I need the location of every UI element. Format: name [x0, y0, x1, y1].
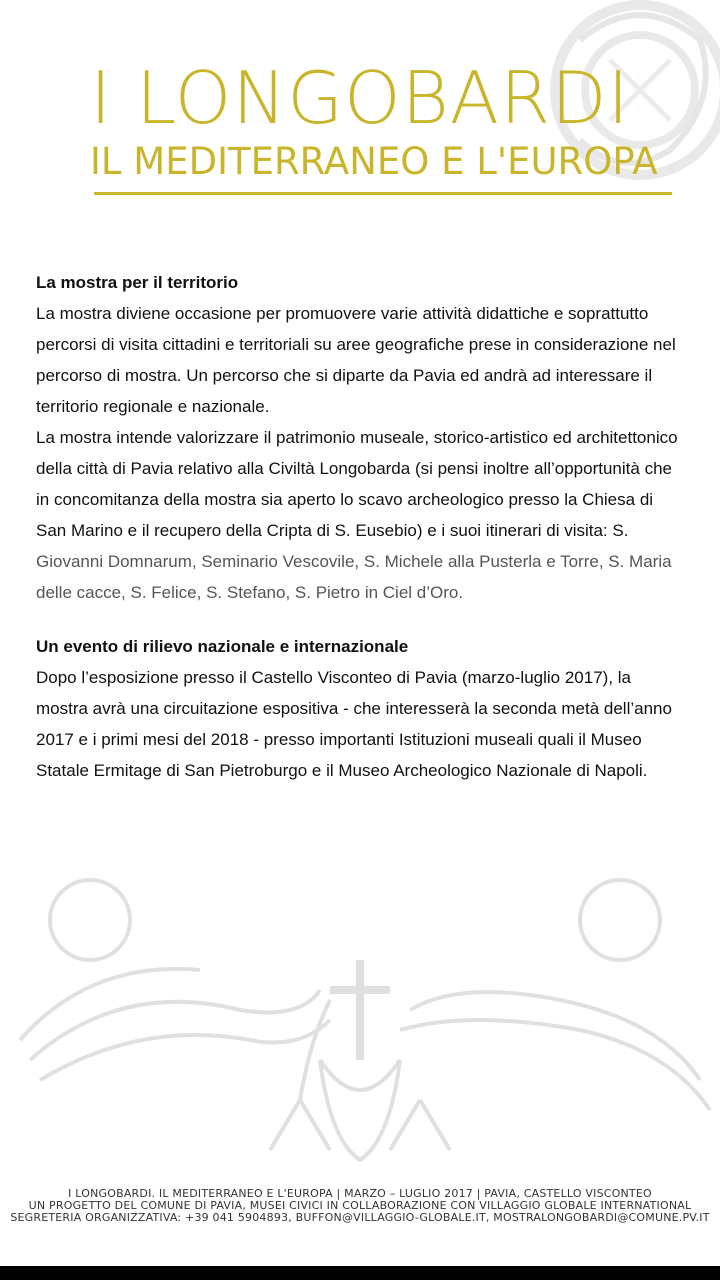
paragraph-line: delle cacce, S. Felice, S. Stefano, S. Pietro in Ciel d’Oro. [36, 583, 464, 602]
footer-line-contacts: SEGRETERIA ORGANIZZATIVA: +39 041 5904893, BUFFON@VILLAGGIO-GLOBALE.IT, MOSTRALONGOBARDI@COMUNE.PV.IT [10, 1211, 710, 1224]
page-footer [0, 1188, 720, 1224]
paragraph-line: La mostra diviene occasione per promuovere varie attività didattiche e soprattutto [36, 304, 649, 323]
section-evento [36, 634, 720, 786]
section-heading-evento: Un evento di rilievo nazionale e internazionale [36, 637, 409, 656]
title-underline [94, 192, 672, 195]
section-heading-territorio: La mostra per il territorio [36, 273, 239, 292]
paragraph-line: 2017 e i primi mesi del 2018 - presso importanti Istituzioni museali quali il Museo [36, 730, 642, 749]
main-content [36, 270, 720, 786]
paragraph-line: Dopo l’esposizione presso il Castello Visconteo di Pavia (marzo-luglio 2017), la [36, 668, 631, 687]
paragraph-line: Giovanni Domnarum, Seminario Vescovile, S. Michele alla Pusterla e Torre, S. Maria [36, 552, 672, 571]
paragraph-line: Statale Ermitage di San Pietroburgo e il Museo Archeologico Nazionale di Napoli. [36, 761, 648, 780]
system-navigation-bar [0, 1266, 720, 1280]
paragraph-line: percorsi di visita cittadini e territoriali su aree geografiche prese in considerazione nel [36, 335, 676, 354]
footer-line-project: UN PROGETTO DEL COMUNE DI PAVIA, MUSEI CIVICI IN COLLABORAZIONE CON VILLAGGIO GLOBALE INTERNATIONAL [28, 1199, 692, 1212]
paragraph-line: San Marino e il recupero della Cripta di S. Eusebio) e i suoi itinerari di visita: S. [36, 521, 629, 540]
paragraph-line: La mostra intende valorizzare il patrimonio museale, storico-artistico ed architettonico [36, 428, 678, 447]
paragraph-line: territorio regionale e nazionale. [36, 397, 270, 416]
peacock-relief-background [0, 860, 720, 1180]
exhibition-title: I LONGOBARDI [90, 56, 630, 140]
exhibition-subtitle: IL MEDITERRANEO E L'EUROPA [90, 140, 658, 183]
paragraph-line: della città di Pavia relativo alla Civiltà Longobarda (si pensi inoltre all’opportunità che [36, 459, 672, 478]
paragraph-line: percorso di mostra. Un percorso che si diparte da Pavia ed andrà ad interessare il [36, 366, 653, 385]
paragraph-line: in concomitanza della mostra sia aperto lo scavo archeologico presso la Chiesa di [36, 490, 654, 509]
footer-line-exhibition: I LONGOBARDI. IL MEDITERRANEO E L'EUROPA | MARZO – LUGLIO 2017 | PAVIA, CASTELLO VISCONTEO [68, 1187, 652, 1200]
paragraph-line: mostra avrà una circuitazione espositiva - che interesserà la seconda metà dell’anno [36, 699, 672, 718]
